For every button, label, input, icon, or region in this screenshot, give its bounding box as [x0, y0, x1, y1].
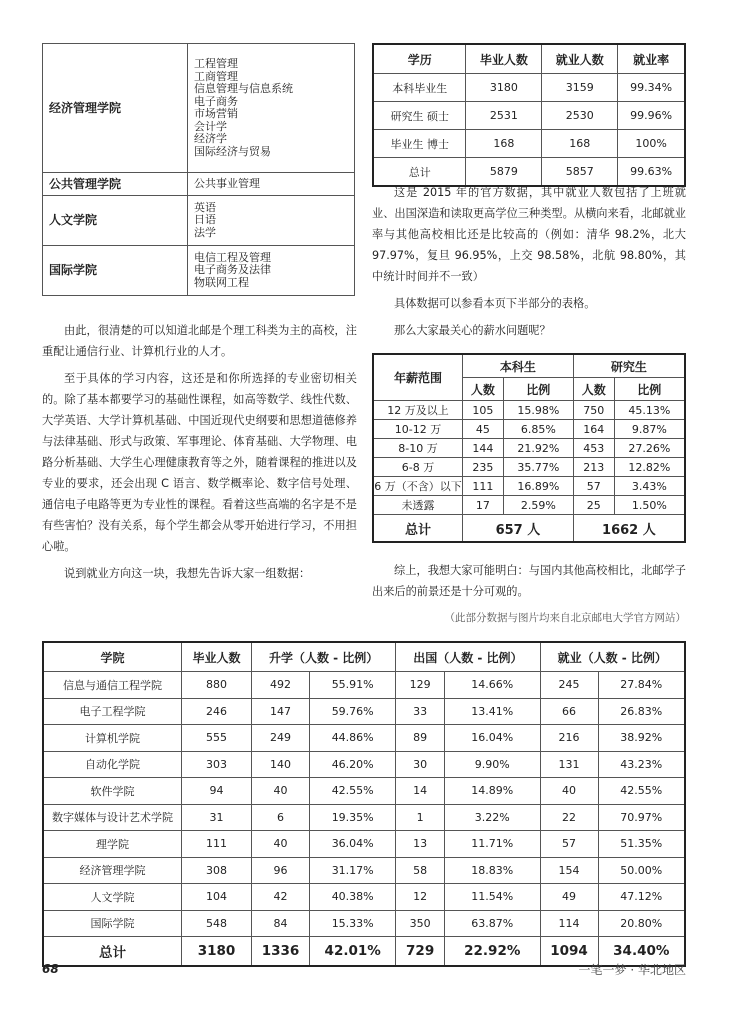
table-cell: 11.54%	[444, 884, 540, 911]
table-cell: 750	[573, 401, 614, 420]
header-cell: 就业（人数 - 比例）	[540, 642, 685, 672]
table-cell: 44.86%	[310, 725, 396, 752]
table-cell: 131	[540, 751, 598, 778]
table-cell: 人文学院	[43, 884, 182, 911]
table-cell: 47.12%	[598, 884, 685, 911]
table-cell: 36.04%	[310, 831, 396, 858]
table-cell: 21.92%	[503, 439, 573, 458]
paragraph: 那么大家最关心的薪水问题呢？	[394, 324, 551, 337]
table-row	[373, 401, 685, 420]
table-cell: 1.50%	[614, 496, 685, 515]
table-cell: 40	[540, 778, 598, 805]
table-cell: 15.98%	[503, 401, 573, 420]
table-cell: 147	[252, 698, 310, 725]
table-header-row	[373, 354, 685, 378]
table-cell: 13.41%	[444, 698, 540, 725]
table-row	[43, 831, 685, 858]
paragraph: 至于具体的学习内容，这还是和你所选择的专业密切相关的。除了基本都要学习的基础性课程，如高等数学、线性代数、大学英语、大学计算机基础、中国近现代史纲要和思想道德修养与法律基础、形式与政策、军事理论、体育基础、大学物理、电路分析基础、大学生心理健康教育等之外，随着课程的推进以及专业的要求，还会出现 C 语言、数学概率论、数字信号处理、通信电子电路等更为专业性的课程。看着这些高端的名字是不是有些害怕？没有关系，每个学生都会从零开始进行学习，不用担心啦。	[42, 372, 357, 553]
table-cell: 2531	[466, 102, 542, 130]
header-cell: 人数	[573, 378, 614, 401]
table-cell: 国际学院	[43, 910, 182, 937]
table-cell: 5857	[542, 158, 618, 187]
table-cell: 22.92%	[444, 937, 540, 967]
table-cell: 548	[182, 910, 252, 937]
table-cell: 18.83%	[444, 857, 540, 884]
table-row	[43, 751, 685, 778]
table-cell: 213	[573, 458, 614, 477]
table-cell: 303	[182, 751, 252, 778]
table-cell: 31.17%	[310, 857, 396, 884]
table-cell: 70.97%	[598, 804, 685, 831]
table-row	[373, 102, 685, 130]
table-cell: 3.22%	[444, 804, 540, 831]
footer-title: 一笔一梦 · 华北地区	[578, 963, 686, 977]
table-cell: 35.77%	[503, 458, 573, 477]
major-item: 工程管理	[194, 57, 238, 70]
table-cell: 理学院	[43, 831, 182, 858]
table-cell: 43.23%	[598, 751, 685, 778]
major-item: 工商管理	[194, 69, 238, 83]
header-cell: 升学（人数 - 比例）	[252, 642, 396, 672]
table-cell: 19.35%	[310, 804, 396, 831]
table-row	[43, 246, 355, 296]
table-cell: 96	[252, 857, 310, 884]
major-item: 电子商务及法律	[194, 263, 271, 277]
table-row	[43, 44, 355, 173]
table-cell: 20.80%	[598, 910, 685, 937]
table-cell: 6.85%	[503, 420, 573, 439]
table-row	[373, 496, 685, 515]
table-cell: 33	[396, 698, 445, 725]
table-cell: 公共管理学院	[43, 173, 188, 196]
table-header-row	[373, 44, 685, 74]
table-cell: 111	[182, 831, 252, 858]
paragraph: 这是 2015 年的官方数据，其中就业人数包括了上班就业、出国深造和读取更高学位三种类型。从横向来看，北邮就业率与其他高校相比还是比较高的（例如：清华 98.2%，北大 97.97%，复旦 96.95%，上交 98.58%，北航 98.80%，其中统计时间并不一致）	[372, 186, 686, 283]
table-cell: 15.33%	[310, 910, 396, 937]
salary-table	[372, 353, 686, 543]
table-cell: 3180	[466, 74, 542, 102]
major-item: 市场营销	[194, 107, 238, 120]
table-row	[373, 458, 685, 477]
table-cell: 308	[182, 857, 252, 884]
table-cell: 12	[396, 884, 445, 911]
major-item: 物联网工程	[194, 275, 249, 289]
table-cell: 17	[463, 496, 504, 515]
table-row	[43, 778, 685, 805]
table-cell: 12 万及以上	[373, 401, 463, 420]
table-cell: 57	[540, 831, 598, 858]
table-cell: 本科毕业生	[373, 74, 466, 102]
table-row	[43, 910, 685, 937]
table-cell: 6-8 万	[373, 458, 463, 477]
table-row	[43, 884, 685, 911]
table-row	[373, 420, 685, 439]
table-row	[43, 173, 355, 196]
table-cell: 国际学院	[43, 246, 188, 296]
table-cell: 89	[396, 725, 445, 752]
table-cell: 软件学院	[43, 778, 182, 805]
table-cell: 数字媒体与设计艺术学院	[43, 804, 182, 831]
table-cell: 58	[396, 857, 445, 884]
table-cell: 99.63%	[618, 158, 685, 187]
left-text-block	[42, 320, 357, 584]
header-cell: 就业率	[618, 44, 685, 74]
table-row	[43, 672, 685, 699]
table-cell: 30	[396, 751, 445, 778]
college-destination-table	[42, 641, 686, 967]
majors-cell	[188, 196, 355, 246]
table-cell: 114	[540, 910, 598, 937]
table-cell: 3180	[182, 937, 252, 967]
table-cell: 492	[252, 672, 310, 699]
paragraph: 综上，我想大家可能明白：与国内其他高校相比，北邮学子出来后的前景还是十分可观的。	[372, 564, 686, 598]
table-cell: 104	[182, 884, 252, 911]
right-text-block	[372, 182, 686, 341]
table-cell: 63.87%	[444, 910, 540, 937]
table-cell: 235	[463, 458, 504, 477]
table-cell: 16.04%	[444, 725, 540, 752]
table-total-row	[373, 515, 685, 543]
table-cell: 94	[182, 778, 252, 805]
table-cell: 42.55%	[310, 778, 396, 805]
table-cell: 电子工程学院	[43, 698, 182, 725]
table-cell: 42	[252, 884, 310, 911]
table-cell: 2.59%	[503, 496, 573, 515]
table-cell: 140	[252, 751, 310, 778]
major-item: 国际经济与贸易	[194, 144, 271, 158]
table-cell: 13	[396, 831, 445, 858]
college-majors-table	[42, 43, 355, 296]
table-cell: 55.91%	[310, 672, 396, 699]
table-cell: 自动化学院	[43, 751, 182, 778]
table-row	[373, 74, 685, 102]
table-cell: 99.96%	[618, 102, 685, 130]
major-item: 会计学	[194, 119, 227, 133]
table-cell: 453	[573, 439, 614, 458]
table-cell: 245	[540, 672, 598, 699]
table-cell: 毕业生 博士	[373, 130, 466, 158]
degree-employment-table	[372, 43, 686, 187]
table-cell: 42.01%	[310, 937, 396, 967]
header-cell: 学历	[373, 44, 466, 74]
table-cell: 57	[573, 477, 614, 496]
table-cell: 2530	[542, 102, 618, 130]
table-cell: 5879	[466, 158, 542, 187]
table-cell: 计算机学院	[43, 725, 182, 752]
table-cell: 249	[252, 725, 310, 752]
table-cell: 657 人	[463, 515, 574, 543]
header-cell: 比例	[503, 378, 573, 401]
table-cell: 111	[463, 477, 504, 496]
table-cell: 10-12 万	[373, 420, 463, 439]
table-cell: 经济管理学院	[43, 857, 182, 884]
table-cell: 46.20%	[310, 751, 396, 778]
table-cell: 49	[540, 884, 598, 911]
table-cell: 9.87%	[614, 420, 685, 439]
table-cell: 34.40%	[598, 937, 685, 967]
table-cell: 105	[463, 401, 504, 420]
table-cell: 129	[396, 672, 445, 699]
majors-cell	[188, 173, 355, 196]
table-cell: 3159	[542, 74, 618, 102]
major-item: 经济学	[194, 132, 227, 145]
table-row	[373, 130, 685, 158]
table-cell: 22	[540, 804, 598, 831]
table-cell: 研究生 硕士	[373, 102, 466, 130]
table-row	[373, 477, 685, 496]
table-cell: 12.82%	[614, 458, 685, 477]
table-cell: 31	[182, 804, 252, 831]
major-item: 英语	[194, 200, 216, 214]
table-cell: 信息与通信工程学院	[43, 672, 182, 699]
table-cell: 6 万（不含）以下	[373, 477, 463, 496]
source-note: （此部分数据与图片均来自北京邮电大学官方网站）	[444, 612, 686, 624]
table-cell: 人文学院	[43, 196, 188, 246]
table-cell: 3.43%	[614, 477, 685, 496]
major-item: 电信工程及管理	[194, 250, 271, 264]
header-cell: 学院	[43, 642, 182, 672]
table-cell: 1	[396, 804, 445, 831]
major-item: 信息管理与信息系统	[194, 82, 293, 95]
table-cell: 1662 人	[573, 515, 685, 543]
table-cell: 66	[540, 698, 598, 725]
table-cell: 555	[182, 725, 252, 752]
table-cell: 40.38%	[310, 884, 396, 911]
table-cell: 84	[252, 910, 310, 937]
table-cell: 1336	[252, 937, 310, 967]
table-cell: 59.76%	[310, 698, 396, 725]
header-cell: 就业人数	[542, 44, 618, 74]
majors-cell	[188, 44, 355, 173]
header-cell: 人数	[463, 378, 504, 401]
table-cell: 9.90%	[444, 751, 540, 778]
table-cell: 总计	[373, 515, 463, 543]
table-cell: 14.89%	[444, 778, 540, 805]
table-cell: 144	[463, 439, 504, 458]
header-cell: 毕业人数	[466, 44, 542, 74]
table-cell: 42.55%	[598, 778, 685, 805]
table-cell: 27.26%	[614, 439, 685, 458]
table-cell: 40	[252, 831, 310, 858]
table-cell: 40	[252, 778, 310, 805]
major-item: 电子商务	[194, 94, 238, 108]
table-cell: 168	[542, 130, 618, 158]
table-header-row	[43, 642, 685, 672]
header-cell: 出国（人数 - 比例）	[396, 642, 540, 672]
table-cell: 27.84%	[598, 672, 685, 699]
table-cell: 总计	[373, 158, 466, 187]
table-cell: 246	[182, 698, 252, 725]
paragraph: 说到就业方向这一块，我想先告诉大家一组数据：	[64, 567, 311, 580]
header-cell: 研究生	[573, 354, 685, 378]
page-number: 68	[42, 962, 59, 976]
table-cell: 729	[396, 937, 445, 967]
major-item: 公共事业管理	[194, 176, 260, 190]
table-cell: 45	[463, 420, 504, 439]
header-cell: 毕业人数	[182, 642, 252, 672]
table-cell: 6	[252, 804, 310, 831]
table-cell: 16.89%	[503, 477, 573, 496]
table-cell: 1094	[540, 937, 598, 967]
table-cell: 14.66%	[444, 672, 540, 699]
table-cell: 总计	[43, 937, 182, 967]
table-cell: 14	[396, 778, 445, 805]
table-cell: 25	[573, 496, 614, 515]
paragraph: 具体数据可以参看本页下半部分的表格。	[394, 297, 596, 310]
table-cell: 164	[573, 420, 614, 439]
header-cell: 本科生	[463, 354, 574, 378]
table-row	[43, 698, 685, 725]
table-cell: 154	[540, 857, 598, 884]
header-cell: 比例	[614, 378, 685, 401]
table-row	[43, 196, 355, 246]
conclusion-block	[372, 560, 686, 602]
table-cell: 38.92%	[598, 725, 685, 752]
table-row	[43, 725, 685, 752]
table-row	[43, 857, 685, 884]
table-cell: 880	[182, 672, 252, 699]
table-cell: 26.83%	[598, 698, 685, 725]
table-cell: 经济管理学院	[43, 44, 188, 173]
table-cell: 50.00%	[598, 857, 685, 884]
paragraph: 由此，很清楚的可以知道北邮是个理工科类为主的高校，注重配让通信行业、计算机行业的人才。	[42, 324, 357, 358]
table-cell: 未透露	[373, 496, 463, 515]
table-cell: 100%	[618, 130, 685, 158]
table-cell: 45.13%	[614, 401, 685, 420]
header-cell: 年薪范围	[373, 354, 463, 401]
table-cell: 216	[540, 725, 598, 752]
table-cell: 99.34%	[618, 74, 685, 102]
table-cell: 168	[466, 130, 542, 158]
major-item: 日语	[194, 213, 216, 227]
table-cell: 350	[396, 910, 445, 937]
table-row	[43, 804, 685, 831]
table-cell: 51.35%	[598, 831, 685, 858]
table-cell: 11.71%	[444, 831, 540, 858]
majors-cell	[188, 246, 355, 296]
major-item: 法学	[194, 225, 216, 239]
table-cell: 8-10 万	[373, 439, 463, 458]
table-row	[373, 439, 685, 458]
